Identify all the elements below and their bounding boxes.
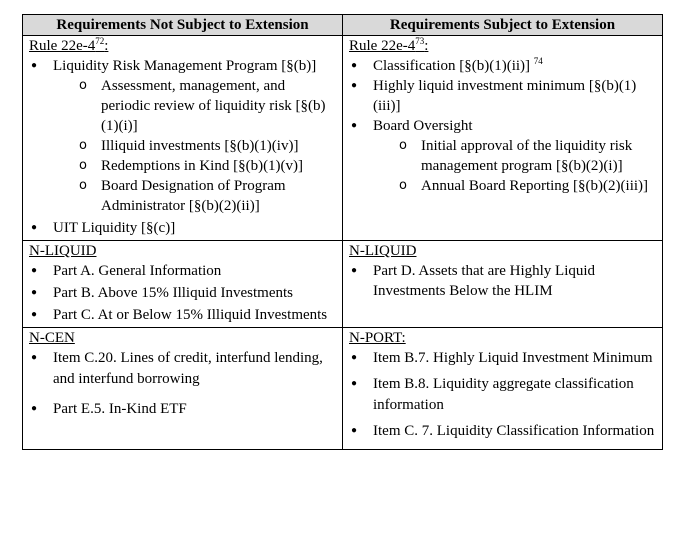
- header-row: [23, 15, 663, 36]
- n-cen-cell: [23, 328, 343, 450]
- n-liquid-right-cell: [343, 241, 663, 328]
- requirements-table: [22, 14, 663, 450]
- footnote-ref: 74: [533, 56, 543, 66]
- list-item: ● Part A. General Information: [29, 261, 336, 281]
- list-item: ● Item C.20. Lines of credit, interfund lending, and interfund borrowing: [29, 348, 336, 390]
- sub-list-item: o Initial approval of the liquidity risk management program [§(b)(2)(i)]: [349, 136, 656, 176]
- n-cen-list: [29, 348, 336, 419]
- n-liquid-left-heading: N-LIQUID: [29, 243, 97, 259]
- n-cen-row: [23, 328, 663, 450]
- n-port-cell: [343, 328, 663, 450]
- header-not-subject: Requirements Not Subject to Extension: [23, 15, 343, 36]
- sub-list: [29, 76, 336, 216]
- n-cen-heading: N-CEN: [29, 330, 75, 346]
- rule-right-heading: Rule $22e-4^{73}$:: [349, 36, 429, 54]
- n-liquid-left-list: [29, 261, 336, 325]
- n-port-heading: N-PORT:: [349, 330, 406, 346]
- n-liquid-right-heading: N-LIQUID: [349, 243, 417, 259]
- footnote-ref: 72: [95, 36, 105, 46]
- list-item: ● Liquidity Risk Management Program [§(b)] o Assessment, management, and periodic review of liquidity risk [§(b)(1)(i)] o Illiquid investments [§(b)(1)(iv)] o Redemptions in Kind [§(b)(1)(v)] o Board Designation of Program Administrator [§(b)(2)(ii)]: [29, 56, 336, 216]
- list-item: ● UIT Liquidity [§(c)]: [29, 218, 336, 238]
- rule-row: [23, 36, 663, 241]
- rule-left-list: [29, 56, 336, 238]
- list-item: ● Part D. Assets that are Highly Liquid Investments Below the HLIM: [349, 261, 656, 301]
- sub-list-item: o Assessment, management, and periodic review of liquidity risk [§(b)(1)(i)]: [29, 76, 336, 136]
- header-subject: Requirements Subject to Extension: [343, 15, 663, 36]
- list-item: ● Highly liquid investment minimum [§(b)(1)(iii)]: [349, 76, 656, 116]
- list-item: ● Part C. At or Below 15% Illiquid Investments: [29, 305, 336, 325]
- n-liquid-left-cell: [23, 241, 343, 328]
- list-item: ● Item C. 7. Liquidity Classification Information: [349, 421, 656, 442]
- list-item: ● Part B. Above 15% Illiquid Investments: [29, 283, 336, 303]
- n-port-list: [349, 348, 656, 442]
- list-item: ● Item B.8. Liquidity aggregate classification information: [349, 374, 656, 416]
- list-item: ● Item B.7. Highly Liquid Investment Minimum: [349, 348, 656, 369]
- sub-list-item: o Annual Board Reporting [§(b)(2)(iii)]: [349, 176, 656, 196]
- rule-right-list: [349, 56, 656, 196]
- list-item: ● Part E.5. In-Kind ETF: [29, 399, 336, 419]
- sub-list-item: o Board Designation of Program Administrator [§(b)(2)(ii)]: [29, 176, 336, 216]
- sub-list-item: o Redemptions in Kind [§(b)(1)(v)]: [29, 156, 336, 176]
- n-liquid-right-list: [349, 261, 656, 301]
- footnote-ref: 73: [415, 36, 425, 46]
- rule-left-heading: Rule $22e-4^{72}$:: [29, 36, 109, 54]
- list-item: ● Classification [§(b)(1)(ii)] $^{74}$: [349, 56, 656, 76]
- n-liquid-row: [23, 241, 663, 328]
- list-item: ● Board Oversight o Initial approval of the liquidity risk management program [§(b)(2)(i)] o Annual Board Reporting [§(b)(2)(iii)]: [349, 116, 656, 196]
- sub-list-item: o Illiquid investments [§(b)(1)(iv)]: [29, 136, 336, 156]
- rule-right-cell: [343, 36, 663, 241]
- rule-left-cell: [23, 36, 343, 241]
- sub-list: [349, 136, 656, 196]
